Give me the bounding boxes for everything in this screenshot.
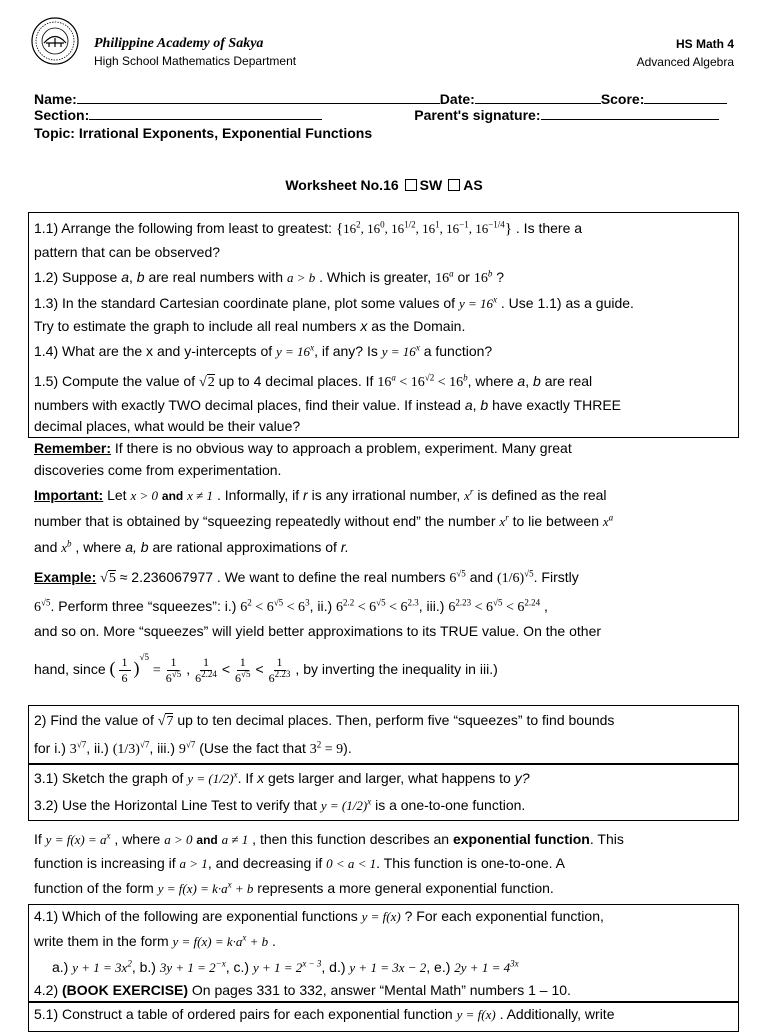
problem-1-5-line1: 1.5) Compute the value of √2 up to 4 decimal places. If $16^a < 16^{√2} < 16^b$, where a, b are real [34,372,593,390]
problem-4-1-options: a.) $y + 1 = 3x^2$, b.) $3y + 1 = 2^{-x}$, c.) $y + 1 = 2^{x - 3}$, d.) y + 1 = 3x − 2, e.) $2y + 1 = 4^{3x}$ [52,958,519,975]
section-signature-row [34,106,719,123]
worksheet-title: Worksheet No.16 SW AS [285,177,483,193]
score-label: Score: [600,91,645,107]
problem-1-4: 1.4) What are the x and y-intercepts of $y = 16^x$, if any? Is $y = 16^x$ a function? [34,342,493,359]
score-field[interactable] [644,90,727,104]
date-field[interactable] [475,90,601,104]
problem-1-1-line2: pattern that can be observed? [34,244,221,260]
parent-signature-field[interactable] [541,106,719,120]
problem-1-3-line2: Try to estimate the graph to include all real numbers x as the Domain. [34,318,466,334]
sw-checkbox[interactable] [405,179,417,191]
problem-3-1: 3.1) Sketch the graph of $y = (1/2)^x$. If x gets larger and larger, what happens to y? [34,769,530,786]
name-label: Name: [34,91,77,107]
exp-def-line3: function of the form $y = f(x) = k\cdot a^x + b$ represents a more general exponential function. [34,879,554,896]
problem-1-3-line1: 1.3) In the standard Cartesian coordinate plane, plot some values of $y = 16^x$ . Use 1.1) as a guide. [34,294,634,311]
date-label: Date: [439,91,475,107]
problem-1-5-line2: numbers with exactly TWO decimal places, find their value. If instead a, b have exactly THREE [34,397,621,413]
problem-1-5-line3: decimal places, what would be their value? [34,418,301,434]
problem-1-1-line1: 1.1) Arrange the following from least to greatest: {$16^2$, $16^0$, $16^{1/2}$, $16^1$, $16^{-1}$, $16^{-1/4}$} . Is there a [34,219,583,237]
problem-5-1: 5.1) Construct a table of ordered pairs for each exponential function y = f(x) . Additionally, write [34,1006,615,1022]
important-note-line2: number that is obtained by “squeezing repeatedly without end” the number $x^r$ to lie between $x^a$ [34,512,614,529]
as-checkbox[interactable] [448,179,460,191]
problem-1-2: 1.2) Suppose a, b are real numbers with a > b . Which is greater, 16$^a$ or 16$^b$ ? [34,268,504,286]
exp-def-line1: If $y = f(x) = a^x$ , where a > 0 and a ≠ 1 , then this function describes an exponential function. This [34,830,624,847]
school-name: Philippine Academy of Sakya [94,36,264,51]
important-note-line1: Important: Let x > 0 and x ≠ 1 . Informally, if r is any irrational number, $x^r$ is defined as the real [34,486,607,503]
example-line3: and so on. More “squeezes” will yield better approximations to its TRUE value. On the other [34,623,602,639]
department-name: High School Mathematics Department [94,54,297,68]
problem-4-1-line2: write them in the form $y = f(x) = k\cdot a^x + b$ . [34,932,276,949]
school-seal-logo [30,16,80,66]
problem-4-1-line1: 4.1) Which of the following are exponential functions y = f(x) ? For each exponential function, [34,908,604,924]
problem-2-line2: for i.) $3^{√7}$, ii.) $(1/3)^{√7}$, iii.) $9^{√7}$ (Use the fact that $3^2 = 9$). [34,739,352,757]
parent-signature-label: Parent's signature: [414,107,541,123]
important-note-line3: and $x^b$ , where a, b are rational approximations of r. [34,538,349,555]
name-field[interactable] [77,90,440,104]
example-line1: Example: √5 ≈ 2.236067977 . We want to define the real numbers $6^{√5}$ and $(1/6)^{√5}$. Firstly [34,568,579,586]
remember-note-line2: discoveries come from experimentation. [34,462,282,478]
course-code: HS Math 4 [675,37,734,51]
course-subject: Advanced Algebra [636,55,734,69]
remember-note-line1: Remember: If there is no obvious way to approach a problem, experiment. Many great [34,440,572,456]
name-date-score-row [34,90,727,107]
topic: Topic: Irrational Exponents, Exponential Functions [34,125,373,141]
exp-def-line2: function is increasing if a > 1, and decreasing if 0 < a < 1. This function is one-to-one. A [34,855,566,871]
example-line2: $6^{√5}$. Perform three “squeezes”: i.) $6^2 < 6^{√5} < 6^3$, ii.) $6^{2.2} < 6^{√5} < 6^{2.3}$, iii.) $6^{2.23} < 6^{√5} < 6^{2.24}$ , [34,597,548,615]
example-line4: hand, since ( $\frac{1}{6}$ )$^{√5}$ = $\frac{1}{6^{√5}}$ , $\frac{1}{6^{2.24}}$ < $\frac{1}{6^{√5}}$ < $\frac{1}{6^{2.23}}$ , by inverting the inequality in iii.) [34,652,498,685]
section-field[interactable] [89,106,322,120]
problem-2-line1: 2) Find the value of √7 up to ten decimal places. Then, perform five “squeezes” to find bounds [34,712,615,729]
problem-4-2: 4.2) (BOOK EXERCISE) On pages 331 to 332, answer “Mental Math” numbers 1 – 10. [34,982,571,998]
problem-3-2: 3.2) Use the Horizontal Line Test to verify that $y = (1/2)^x$ is a one-to-one function. [34,796,526,813]
section-label: Section: [34,107,90,123]
